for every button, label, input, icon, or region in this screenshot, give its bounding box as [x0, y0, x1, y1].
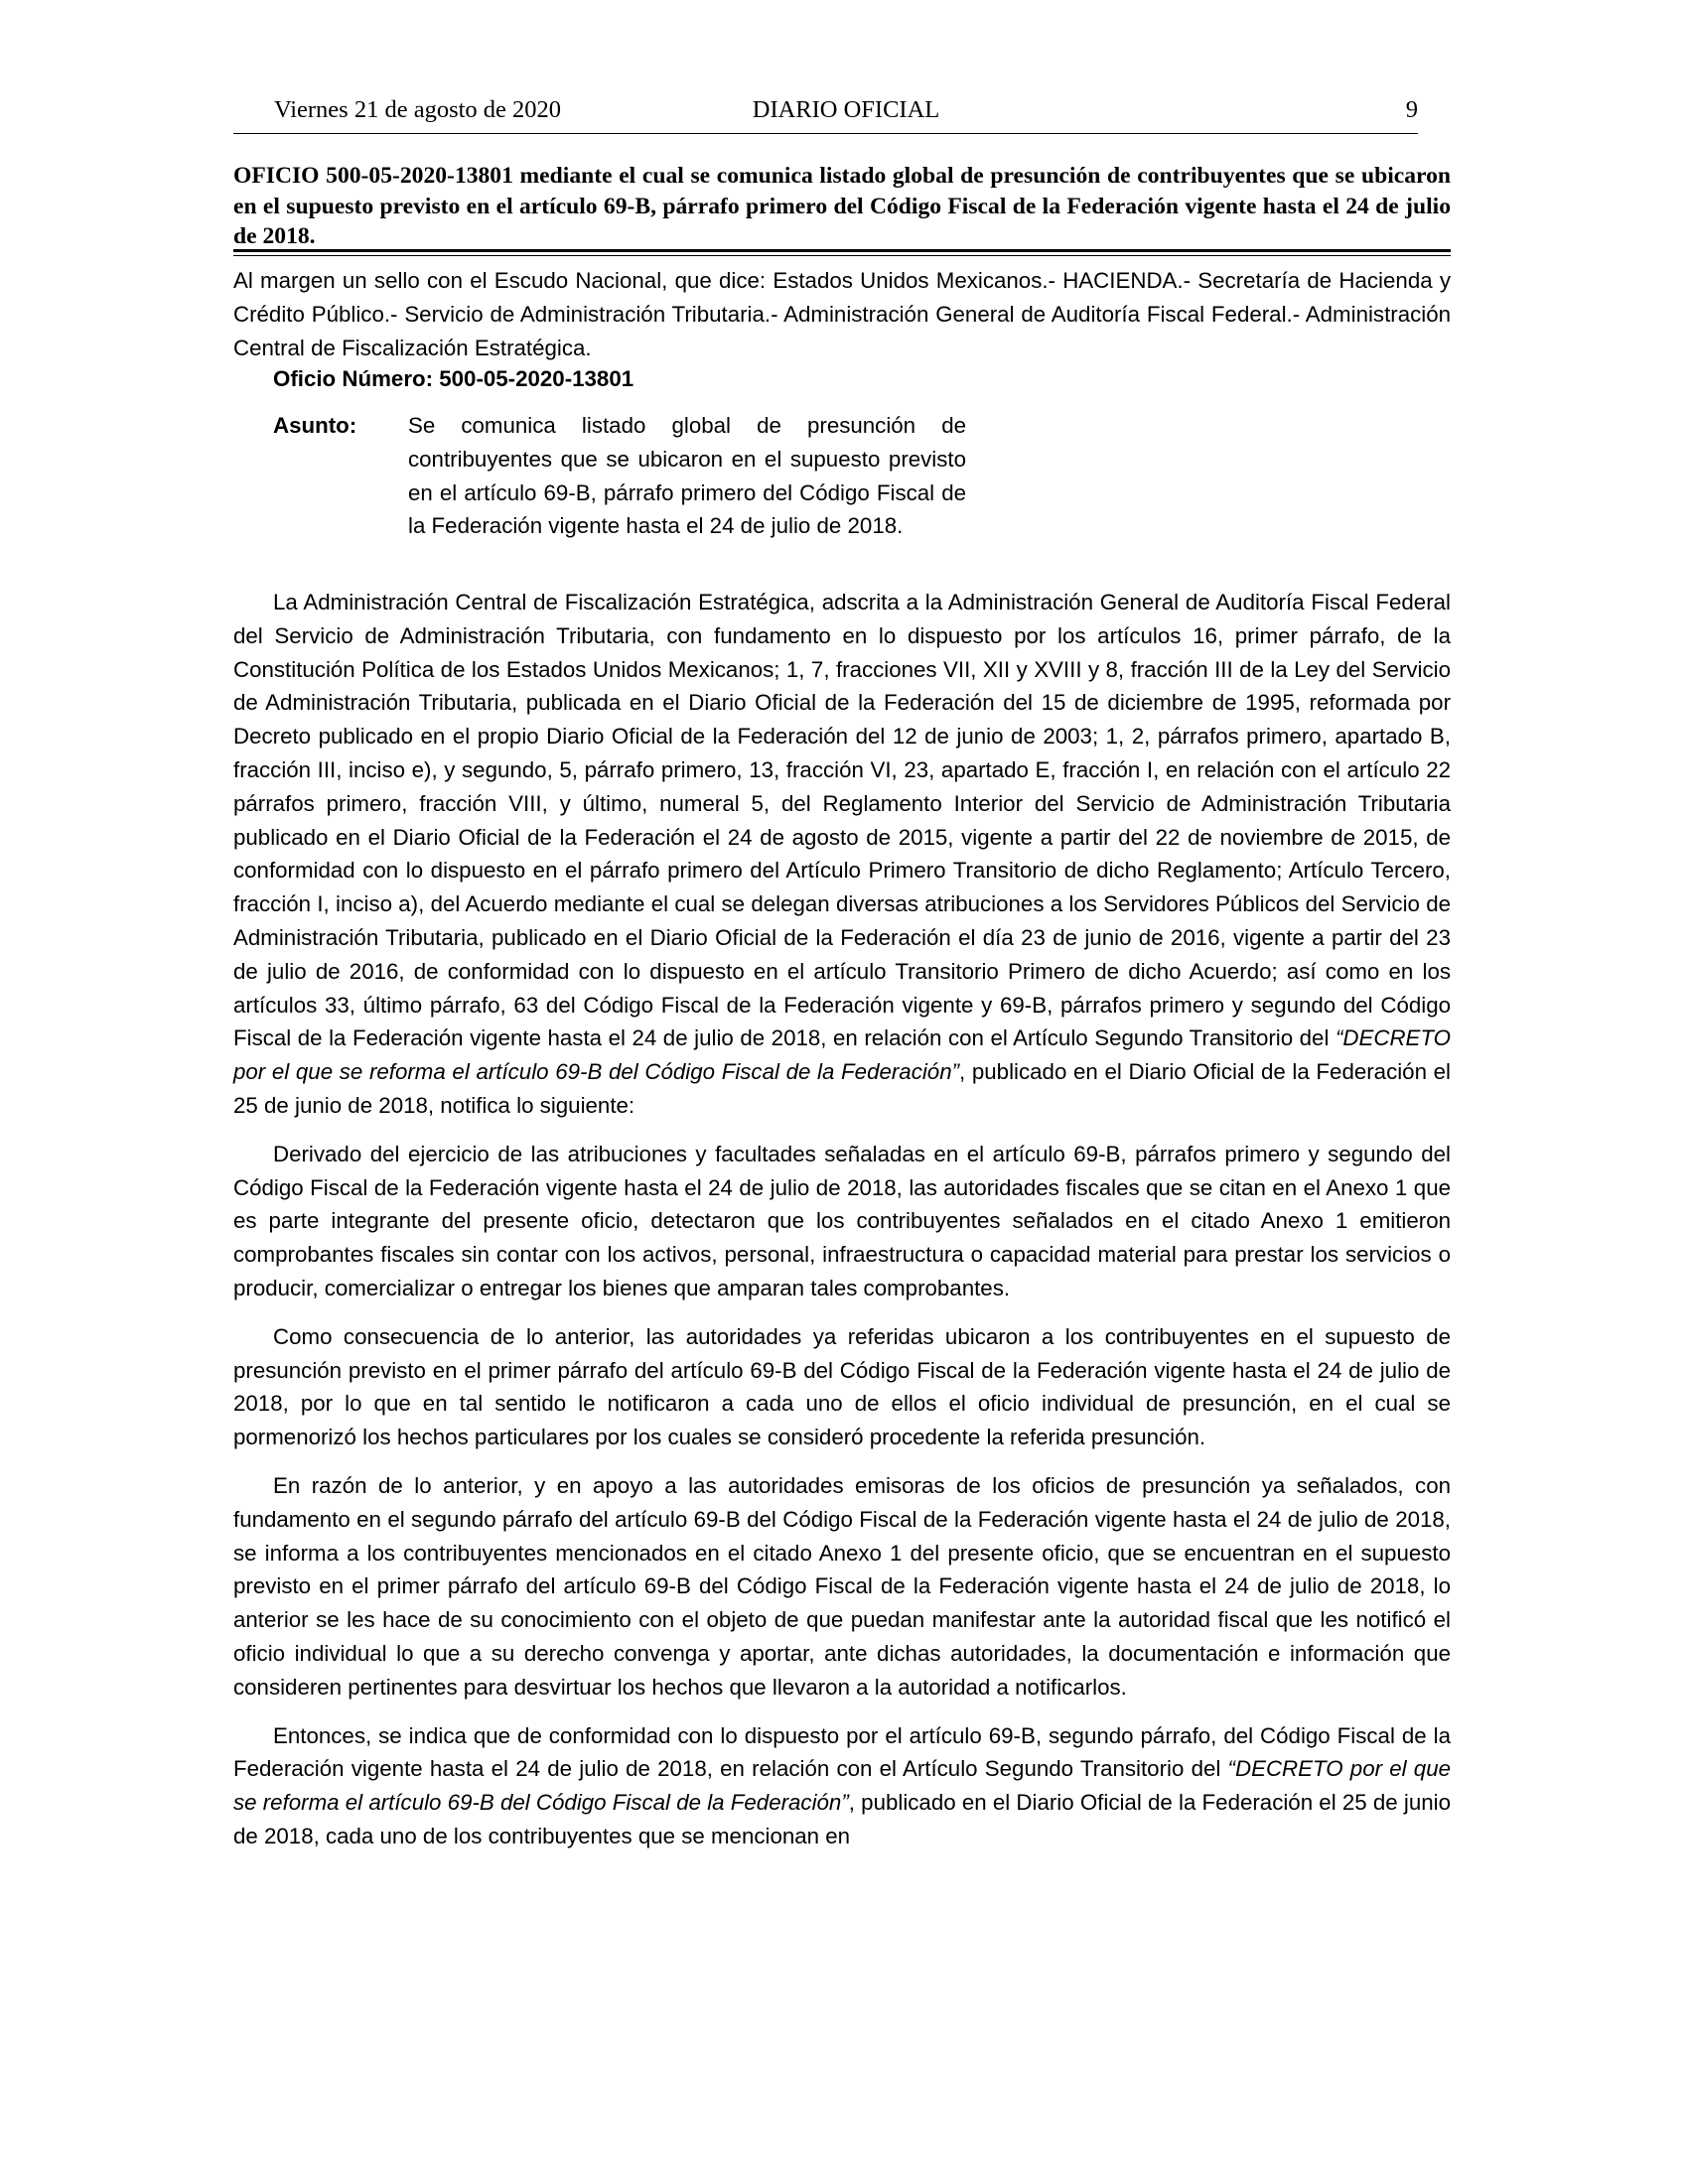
paragraph-1-decree-title: “DECRETO por el que se reforma el artículo 69-B del Código Fiscal de la Federación”: [233, 1025, 1451, 1085]
paragraph-5-decree-title: “DECRETO por el que se reforma el artículo 69-B del Código Fiscal de la Federación”: [233, 1756, 1452, 1816]
header-date: Viernes 21 de agosto de 2020: [274, 96, 562, 123]
page-header: [274, 96, 1418, 130]
paragraph-1-text-end: , publicado en el Diario Oficial de la Federación el 25 de junio de 2018, notifica lo siguiente:: [233, 1059, 1451, 1118]
seal-note: Al margen un sello con el Escudo Nacional, que dice: Estados Unidos Mexicanos.- HACIENDA.- Secretaría de Hacienda y Crédito Público.- Servicio de Administración Tributaria.- Administración General de Auditoría Fiscal Federal.- Administración Central de Fiscalización Estratégica.: [233, 268, 1451, 360]
paragraph-5-text-end: , publicado en el Diario Oficial de la Federación el 25 de junio de 2018, cada uno de los contribuyentes que se mencionan en: [233, 1790, 1451, 1848]
header-publication: DIARIO OFICIAL: [752, 96, 940, 123]
header-page-number: 9: [1405, 96, 1418, 123]
paragraph-5-text: Entonces, se indica que de conformidad con lo dispuesto por el artículo 69-B, segundo párrafo, del Código Fiscal de la Federación vigente hasta el 24 de julio de 2018, en relación con el Artículo Segundo Transitorio del: [233, 1722, 1451, 1782]
document-body: [233, 586, 1451, 1868]
paragraph-2: Derivado del ejercicio de las atribuciones y facultades señaladas en el artículo 69-B, párrafos primero y segundo del Código Fiscal de la Federación vigente hasta el 24 de julio de 2018, las autoridades fiscales que se citan en el Anexo 1 que es parte integrante del presente oficio, detectaron que los contribuyentes señalados en el citado Anexo 1 emitieron comprobantes fiscales sin contar con los activos, personal, infraestructura o capacidad material para prestar los servicios o producir, comercializar o entregar los bienes que amparan tales comprobantes.: [233, 1141, 1451, 1300]
header-rule: [233, 133, 1418, 134]
paragraph-3: Como consecuencia de lo anterior, las autoridades ya referidas ubicaron a los contribuyentes en el supuesto de presunción previsto en el primer párrafo del artículo 69-B del Código Fiscal de la Federación vigente hasta el 24 de julio de 2018, por lo que en tal sentido le notificaron a cada uno de ellos el oficio individual de presunción, en el cual se pormenorizó los hechos particulares por los cuales se consideró procedente la referida presunción.: [233, 1323, 1451, 1450]
document-title: OFICIO 500-05-2020-13801 mediante el cual se comunica listado global de presunción de contribuyentes que se ubicaron en el supuesto previsto en el artículo 69-B, párrafo primero del Código Fiscal de la Federación vigente hasta el 24 de julio de 2018.: [233, 163, 1451, 249]
oficio-number: Oficio Número: 500-05-2020-13801: [273, 366, 634, 391]
paragraph-5: [233, 1719, 1451, 1853]
asunto-text: Se comunica listado global de presunción de contribuyentes que se ubicaron en el supuesto previsto en el artículo 69-B, párrafo primero del Código Fiscal de la Federación vigente hasta el 24 de julio de 2018.: [408, 413, 966, 539]
paragraph-1: [233, 586, 1451, 1123]
paragraph-4: En razón de lo anterior, y en apoyo a las autoridades emisoras de los oficios de presunción ya señalados, con fundamento en el segundo párrafo del artículo 69-B del Código Fiscal de la Federación vigente hasta el 24 de julio de 2018, se informa a los contribuyentes mencionados en el citado Anexo 1 del presente oficio, que se encuentran en el supuesto previsto en el primer párrafo del artículo 69-B del Código Fiscal de la Federación vigente hasta el 24 de julio de 2018, lo anterior se les hace de su conocimiento con el objeto de que puedan manifestar ante la autoridad fiscal que les notificó el oficio individual lo que a su derecho convenga y aportar, ante dichas autoridades, la documentación e información que consideren pertinentes para desvirtuar los hechos que llevaron a la autoridad a notificarlos.: [233, 1472, 1451, 1700]
title-double-rule: [233, 249, 1451, 256]
asunto-label: Asunto:: [273, 413, 357, 438]
paragraph-1-text: La Administración Central de Fiscalización Estratégica, adscrita a la Administración General de Auditoría Fiscal Federal del Servicio de Administración Tributaria, con fundamento en lo dispuesto por los artículos 16, primer párrafo, de la Constitución Política de los Estados Unidos Mexicanos; 1, 7, fracciones VII, XII y XVIII y 8, fracción III de la Ley del Servicio de Administración Tributaria, publicada en el Diario Oficial de la Federación del 15 de diciembre de 1995, reformada por Decreto publicado en el propio Diario Oficial de la Federación del 12 de junio de 2003; 1, 2, párrafos primero, apartado B, fracción III, inciso e), y segundo, 5, párrafo primero, 13, fracción VI, 23, apartado E, fracción I, en relación con el artículo 22 párrafos primero, fracción VIII, y último, numeral 5, del Reglamento Interior del Servicio de Administración Tributaria publicado en el Diario Oficial de la Federación el 24 de agosto de 2015, vigente a partir del 22 de noviembre de 2015, de conformidad con lo dispuesto en el párrafo primero del Artículo Primero Transitorio de dicho Reglamento; Artículo Tercero, fracción I, inciso a), del Acuerdo mediante el cual se delegan diversas atribuciones a los Servidores Públicos del Servicio de Administración Tributaria, publicado en el Diario Oficial de la Federación el día 23 de junio de 2016, vigente a partir del 23 de julio de 2016, de conformidad con lo dispuesto en el artículo Transitorio Primero de dicho Acuerdo; así como en los artículos 33, último párrafo, 63 del Código Fiscal de la Federación vigente y 69-B, párrafos primero y segundo del Código Fiscal de la Federación vigente hasta el 24 de julio de 2018, en relación con el Artículo Segundo Transitorio del: [233, 590, 1451, 1051]
